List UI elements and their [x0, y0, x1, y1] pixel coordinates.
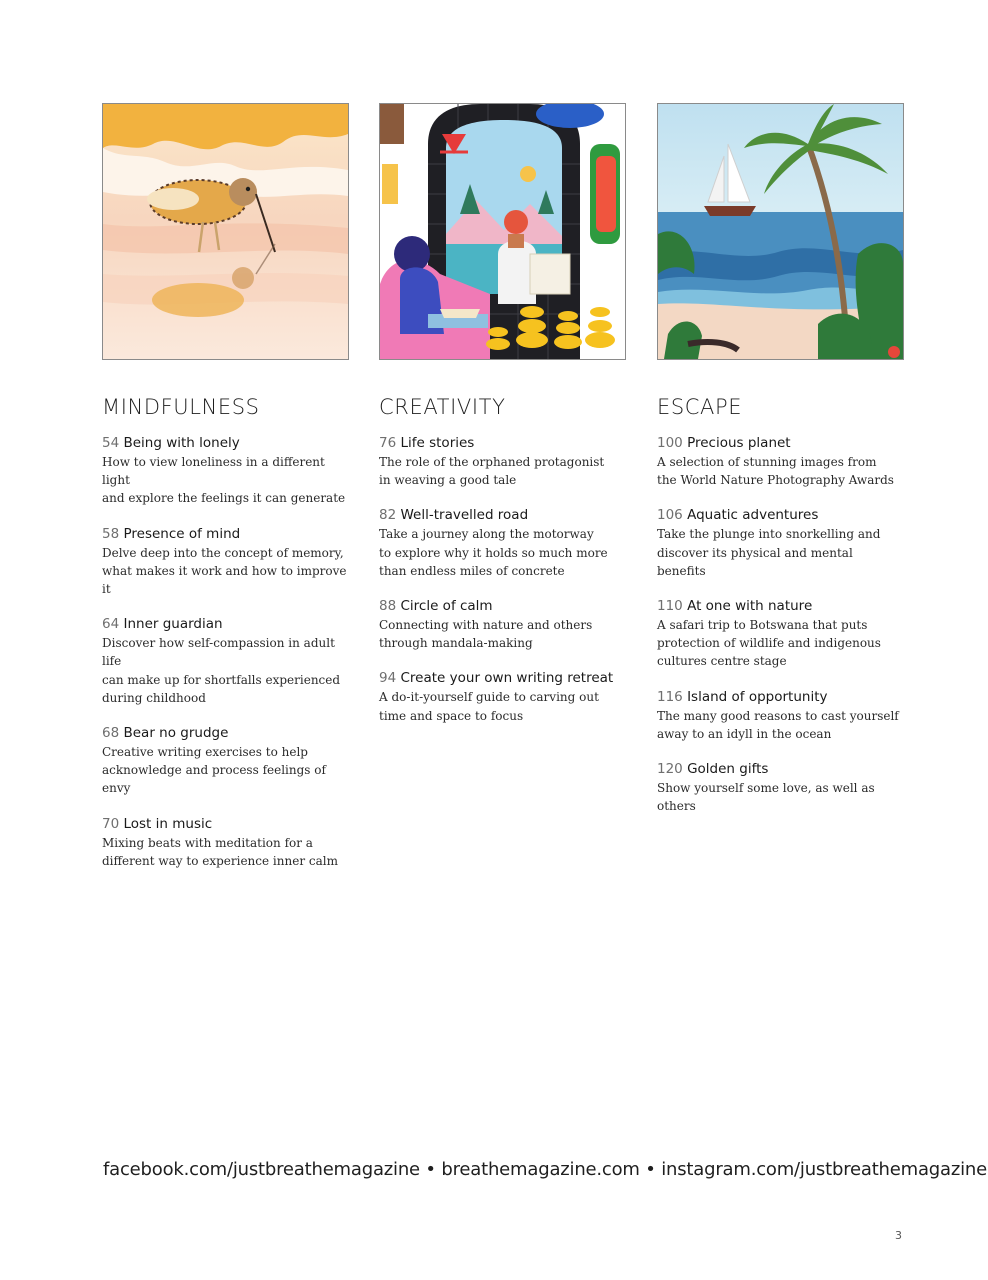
entry-description: Show yourself some love, as well as others: [657, 781, 875, 814]
entry-page-number: 94: [379, 670, 397, 687]
list-item[interactable]: [102, 815, 349, 870]
entry-description: Connecting with nature and others through mandala-making: [379, 618, 593, 651]
list-item[interactable]: [657, 506, 904, 580]
entry-page-number: 120: [657, 761, 683, 778]
entry-heading: [657, 688, 904, 707]
section-title: ESCAPE: [657, 395, 743, 419]
entry-description: Discover how self-compassion in adult life can make up for shortfalls experienced during childhood: [102, 636, 341, 705]
list-item[interactable]: [379, 597, 626, 652]
entry-title: Precious planet: [687, 435, 791, 451]
entry-page-number: 110: [657, 598, 683, 615]
entry-heading: [102, 434, 349, 453]
entry-heading: [657, 760, 904, 779]
list-item[interactable]: [102, 434, 349, 508]
section-mindfulness: [102, 103, 349, 887]
entry-heading: [102, 615, 349, 634]
entry-title: Lost in music: [123, 815, 213, 832]
entry-page-number: 82: [379, 507, 397, 524]
entry-page-number: 54: [102, 435, 120, 451]
section-creativity: [379, 103, 626, 742]
entry-heading: [657, 506, 904, 525]
list-item[interactable]: [102, 724, 349, 798]
entry-title: Create your own writing retreat: [400, 670, 614, 687]
entry-title: Golden gifts: [687, 761, 769, 778]
bird-illustration: [102, 103, 349, 360]
entry-title: Bear no grudge: [123, 725, 229, 742]
section-escape: [657, 103, 904, 832]
entry-title: Island of opportunity: [687, 688, 828, 705]
entry-description: The role of the orphaned protagonist in weaving a good tale: [379, 455, 605, 488]
entry-heading: [379, 506, 626, 525]
list-item[interactable]: [379, 669, 626, 724]
list-item[interactable]: [657, 688, 904, 743]
entry-description: The many good reasons to cast yourself away to an idyll in the ocean: [657, 708, 899, 741]
list-item[interactable]: [379, 434, 626, 489]
entry-title: At one with nature: [687, 598, 813, 615]
list-item[interactable]: [102, 615, 349, 707]
entry-description: Delve deep into the concept of memory, what makes it work and how to improve it: [102, 545, 347, 597]
entry-description: A do-it-yourself guide to carving out time and space to focus: [379, 690, 599, 723]
entry-heading: [657, 434, 904, 453]
entry-page-number: 76: [379, 435, 397, 451]
entry-list: [102, 434, 349, 870]
entry-page-number: 88: [379, 598, 397, 615]
list-item[interactable]: [102, 525, 349, 599]
entry-title: Circle of calm: [400, 598, 493, 615]
entry-heading: [379, 669, 626, 688]
page-number: 3: [895, 1229, 902, 1242]
studio-illustration: [379, 103, 626, 360]
entry-heading: [102, 815, 349, 834]
entry-title: Presence of mind: [123, 525, 241, 542]
entry-heading: [379, 597, 626, 616]
entry-description: Take the plunge into snorkelling and discover its physical and mental benefits: [657, 527, 881, 578]
section-title: CREATIVITY: [379, 395, 506, 419]
sandpiper-image: [103, 104, 348, 359]
entry-description: A selection of stunning images from the World Nature Photography Awards: [657, 455, 894, 488]
list-item[interactable]: [657, 597, 904, 671]
entry-title: Inner guardian: [123, 616, 223, 633]
section-title: MINDFULNESS: [102, 395, 260, 419]
entry-description: How to view loneliness in a different light and explore the feelings it can generate: [102, 455, 346, 506]
social-links[interactable]: facebook.com/justbreathemagazine • breathemagazine.com • instagram.com/justbreathemagazine: [103, 1159, 987, 1180]
list-item[interactable]: [657, 760, 904, 815]
entry-page-number: 100: [657, 435, 683, 451]
beach-illustration: [657, 103, 904, 360]
entry-description: Take a journey along the motorway to explore why it holds so much more than endless miles of concrete: [379, 527, 608, 578]
entry-list: [379, 434, 626, 725]
entry-heading: [102, 724, 349, 743]
entry-heading: [379, 434, 626, 453]
entry-page-number: 70: [102, 815, 120, 832]
entry-title: Being with lonely: [123, 435, 240, 451]
entry-page-number: 116: [657, 688, 683, 705]
entry-page-number: 106: [657, 507, 683, 524]
entry-heading: [102, 525, 349, 544]
entry-title: Life stories: [400, 435, 475, 451]
entry-description: A safari trip to Botswana that puts protection of wildlife and indigenous cultures centre stage: [657, 618, 881, 669]
list-item[interactable]: [657, 434, 904, 489]
entry-page-number: 58: [102, 525, 120, 542]
entry-title: Well-travelled road: [400, 507, 529, 524]
entry-page-number: 68: [102, 725, 120, 742]
sailboat-beach-image: [658, 104, 903, 359]
entry-page-number: 64: [102, 616, 120, 633]
writer-studio-image: [380, 104, 625, 359]
entry-heading: [657, 597, 904, 616]
entry-description: Mixing beats with meditation for a different way to experience inner calm: [102, 835, 338, 868]
list-item[interactable]: [379, 506, 626, 580]
entry-list: [657, 434, 904, 815]
entry-title: Aquatic adventures: [687, 507, 819, 524]
entry-description: Creative writing exercises to help acknowledge and process feelings of envy: [102, 745, 326, 796]
